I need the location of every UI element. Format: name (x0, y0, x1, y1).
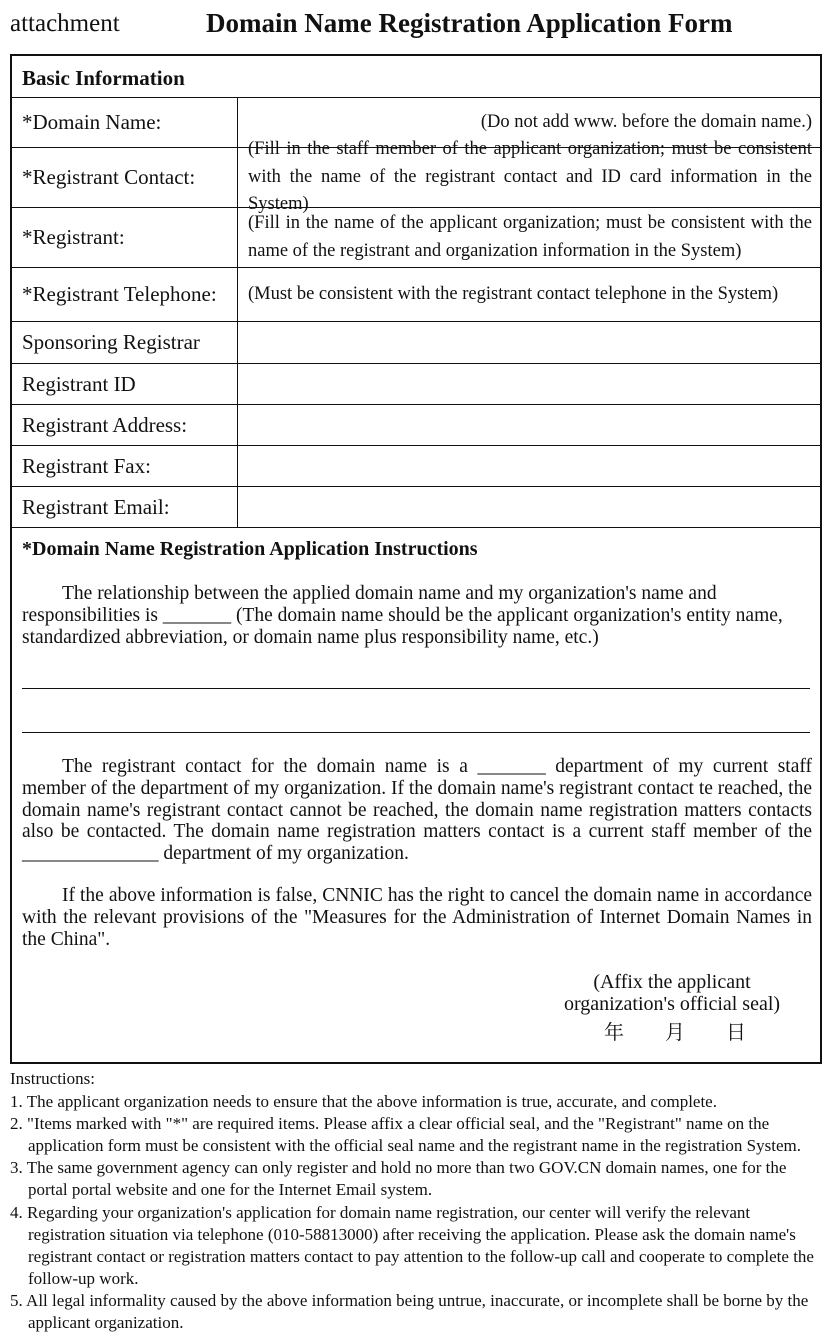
false-information-paragraph: If the above information is false, CNNIC has the right to cancel the domain name in accordance with the relevant provisions of the "Measures for the Administration of Internet Domain Names in the China". (22, 885, 812, 950)
row-registrant-email (12, 487, 820, 528)
note-item-4: 4. Regarding your organization's application for domain name registration, our center will verify the relevant registration situation via telephone (010-58813000) after receiving the application. Please ask the domain name's registrant contact or registration matters contact to pay attention to the follow-up call and cooperate to complete the follow-up work. (10, 1202, 814, 1288)
row-sponsoring-registrar (12, 322, 820, 364)
registrant-telephone-label: *Registrant Telephone: (12, 268, 238, 321)
registrant-telephone-field[interactable]: (Must be consistent with the registrant contact telephone in the System) (248, 283, 779, 304)
registrant-field[interactable]: (Fill in the name of the applicant organization; must be consistent with the name of the registrant and organization information in the System) (248, 212, 812, 261)
note-item-2: 2. "Items marked with "*" are required items. Please affix a clear official seal, and the "Registrant" name on the application form must be consistent with the official seal name and the registrant name in the registration System. (10, 1114, 801, 1156)
seal-line-1: (Affix the applicant (593, 971, 751, 993)
official-seal-note (557, 971, 787, 1015)
date-line: 年 月 日 (604, 1022, 764, 1044)
notes-heading: Instructions: (10, 1069, 95, 1088)
instructions-title: *Domain Name Registration Application Instructions (22, 538, 478, 560)
form-frame (10, 54, 822, 1064)
basic-information-heading: Basic Information (12, 56, 820, 98)
relationship-paragraph: The relationship between the applied domain name and my organization's name and responsibilities is _______ (The domain name should be the applicant organization's entity name, standardized abbreviation, or domain name plus responsibility name, etc.) (22, 583, 783, 648)
sponsoring-registrar-label: Sponsoring Registrar (12, 322, 238, 363)
row-registrant (12, 208, 820, 268)
row-registrant-contact (12, 138, 820, 215)
registrant-contact-paragraph: The registrant contact for the domain name is a _______ department of my current staff member of the department of my organization. If the domain name's registrant contact te reached, the domain name's registrant contact cannot be reached, the domain name registration matters contacts also be contacted. The domain name registration matters contact is a current staff member of the ______________ department of my organization. (22, 756, 812, 865)
attachment-label: attachment (10, 10, 120, 37)
answer-line-2[interactable] (22, 732, 810, 733)
registrant-fax-label: Registrant Fax: (12, 446, 238, 486)
row-registrant-fax (12, 446, 820, 487)
registrant-email-label: Registrant Email: (12, 487, 238, 527)
row-registrant-telephone (12, 268, 820, 322)
row-registrant-address (12, 405, 820, 446)
page-header (10, 8, 822, 42)
note-item-3: 3. The same government agency can only register and hold no more than two GOV.CN domain names, one for the portal portal website and one for the Internet Email system. (10, 1158, 787, 1200)
answer-line-1[interactable] (22, 688, 810, 689)
registrant-label: *Registrant: (12, 208, 238, 267)
registrant-id-field[interactable] (238, 364, 820, 404)
registrant-contact-label: *Registrant Contact: (12, 148, 238, 207)
domain-name-field[interactable]: (Do not add www. before the domain name.) (480, 111, 812, 132)
seal-line-2: organization's official seal) (563, 993, 781, 1015)
note-item-1: 1. The applicant organization needs to ensure that the above information is true, accurate, and complete. (10, 1092, 717, 1112)
note-item-5: 5. All legal informality caused by the above information being untrue, inaccurate, or incomplete shall be borne by the applicant organization. (10, 1290, 809, 1333)
sponsoring-registrar-field[interactable] (238, 322, 820, 363)
registrant-fax-field[interactable] (238, 446, 820, 486)
registrant-address-field[interactable] (238, 405, 820, 445)
domain-name-label: *Domain Name: (12, 98, 238, 147)
registrant-email-field[interactable] (238, 487, 820, 527)
registrant-address-label: Registrant Address: (12, 405, 238, 445)
registrant-id-label: Registrant ID (12, 364, 238, 404)
form-title: Domain Name Registration Application Form (206, 8, 733, 38)
row-registrant-id (12, 364, 820, 405)
instructions-notes (10, 1068, 828, 1334)
registrant-contact-field[interactable]: (Fill in the staff member of the applicant organization; must be consistent with the name of the registrant contact and ID card information in the System) (248, 138, 812, 215)
